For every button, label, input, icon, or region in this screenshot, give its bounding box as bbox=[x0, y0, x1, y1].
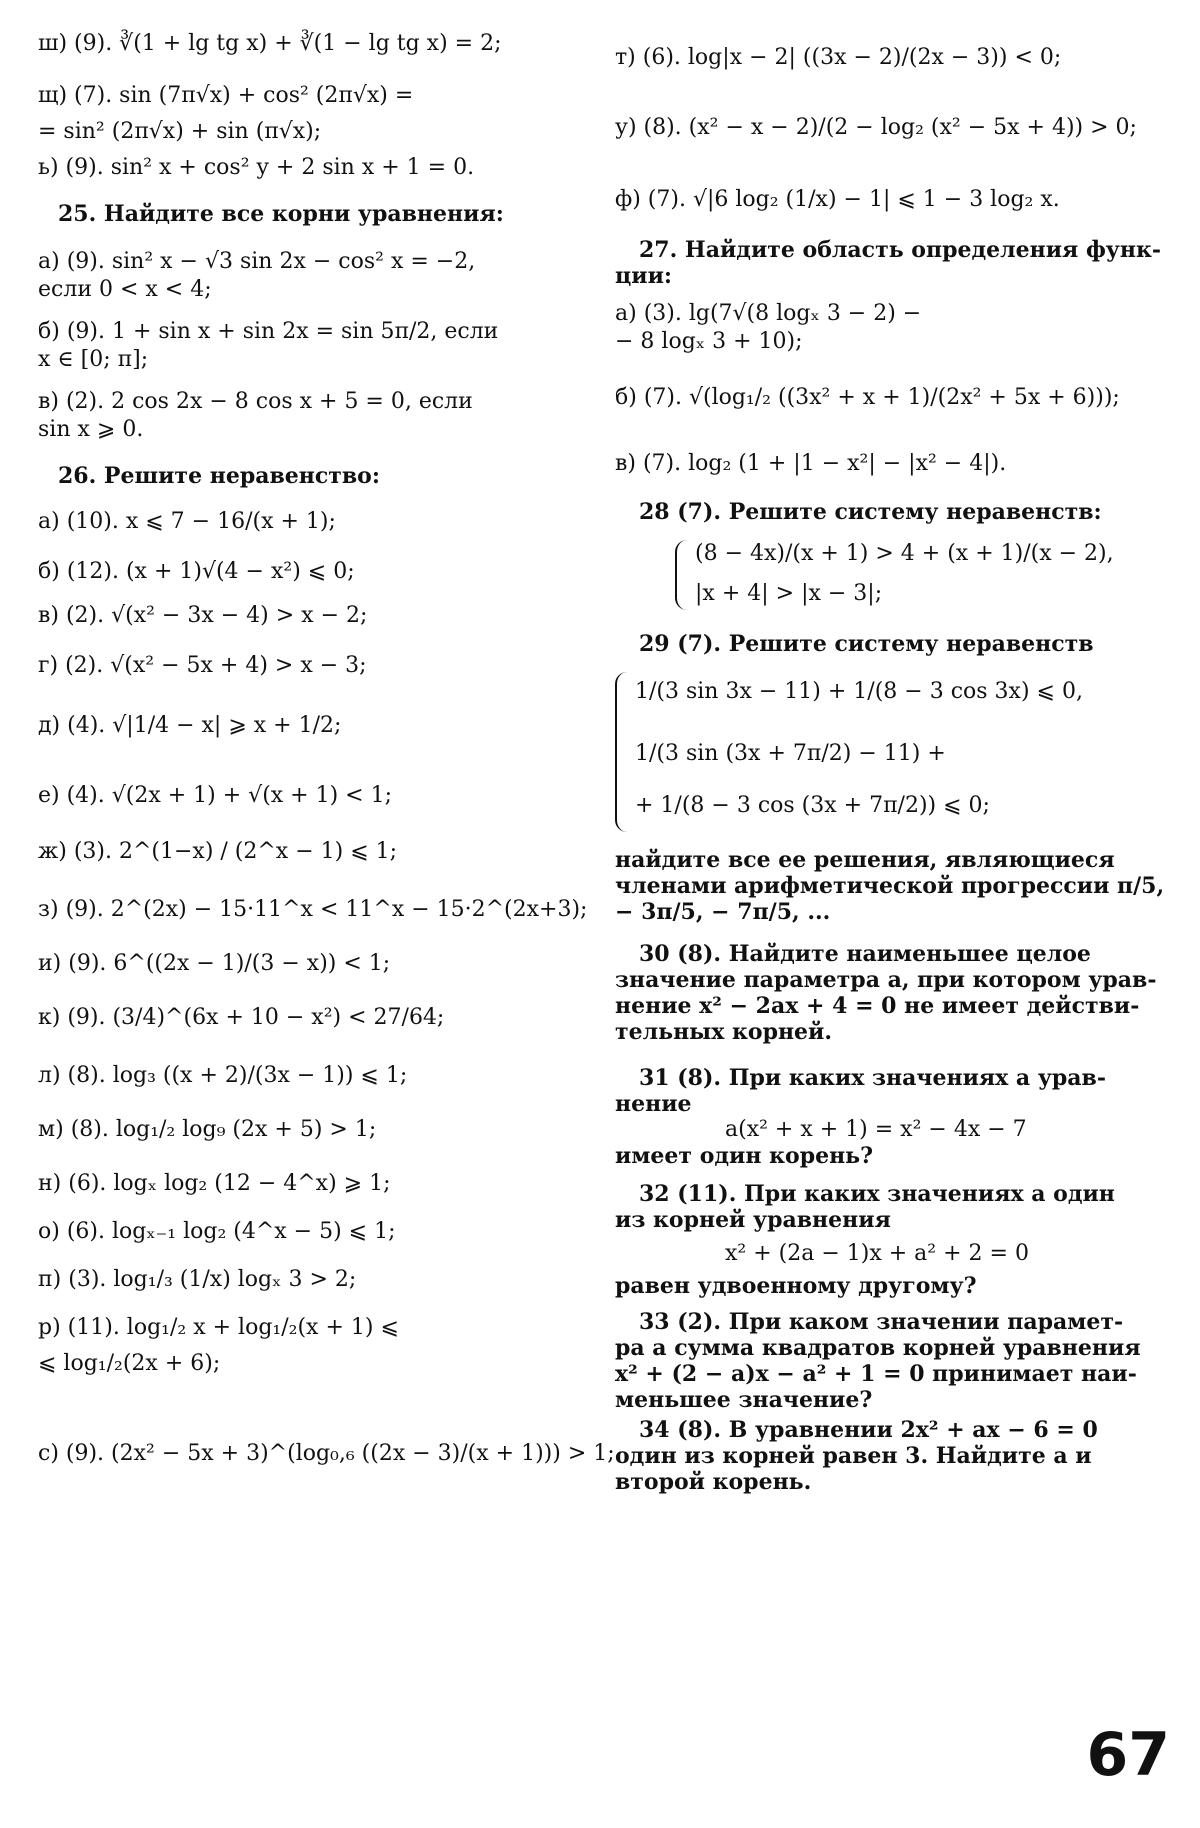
paragraph-line: имеет один корень? bbox=[615, 1143, 873, 1169]
system-line: |x + 4| > |x − 3|; bbox=[695, 581, 883, 606]
problem-line: ⩽ log₁/₂(2x + 6); bbox=[38, 1351, 221, 1376]
paragraph-line: 31 (8). При каких значениях a урав- bbox=[639, 1065, 1106, 1091]
problem-line: а) (9). sin² x − √3 sin 2x − cos² x = −2, bbox=[38, 249, 476, 274]
problem-line: е) (4). √(2x + 1) + √(x + 1) < 1; bbox=[38, 783, 393, 808]
problem-line: щ) (7). sin (7π√x) + cos² (2π√x) = bbox=[38, 83, 414, 108]
problem-line: а) (3). lg(7√(8 logₓ 3 − 2) − bbox=[615, 301, 922, 326]
problem-line: а) (10). x ⩽ 7 − 16/(x + 1); bbox=[38, 509, 336, 534]
paragraph-line: 33 (2). При каком значении парамет- bbox=[639, 1309, 1124, 1335]
section-heading: 27. Найдите область определения функ- bbox=[639, 237, 1161, 263]
paragraph-line: второй корень. bbox=[615, 1469, 812, 1495]
problem-line: и) (9). 6^((2x − 1)/(3 − x)) < 1; bbox=[38, 951, 391, 976]
problem-line: п) (3). log₁/₃ (1/x) logₓ 3 > 2; bbox=[38, 1267, 357, 1292]
problem-line: р) (11). log₁/₂ x + log₁/₂(x + 1) ⩽ bbox=[38, 1315, 399, 1340]
problem-line: н) (6). logₓ log₂ (12 − 4^x) ⩾ 1; bbox=[38, 1171, 391, 1196]
section-heading: 29 (7). Решите систему неравенств bbox=[639, 631, 1094, 657]
paragraph-line: нение x² − 2ax + 4 = 0 не имеет действи- bbox=[615, 993, 1140, 1019]
paragraph-line: равен удвоенному другому? bbox=[615, 1273, 977, 1299]
problem-line: с) (9). (2x² − 5x + 3)^(log₀,₆ ((2x − 3)/(x + 1))) > 1; bbox=[38, 1441, 615, 1466]
paragraph-line: 34 (8). В уравнении 2x² + ax − 6 = 0 bbox=[639, 1417, 1098, 1443]
problem-line: л) (8). log₃ ((x + 2)/(3x − 1)) ⩽ 1; bbox=[38, 1063, 408, 1088]
problem-line: б) (9). 1 + sin x + sin 2x = sin 5π/2, если bbox=[38, 319, 499, 344]
paragraph-line: тельных корней. bbox=[615, 1019, 833, 1045]
problem-line: б) (7). √(log₁/₂ ((3x² + x + 1)/(2x² + 5x + 6))); bbox=[615, 385, 1120, 410]
problem-line: x ∈ [0; π]; bbox=[38, 347, 149, 372]
system-line: 1/(3 sin (3x + 7π/2) − 11) + bbox=[635, 741, 946, 766]
paragraph-line: − 3π/5, − 7π/5, ... bbox=[615, 899, 831, 925]
problem-line: − 8 logₓ 3 + 10); bbox=[615, 329, 803, 354]
problem-line: г) (2). √(x² − 5x + 4) > x − 3; bbox=[38, 653, 367, 678]
paragraph-line: 32 (11). При каких значениях a один bbox=[639, 1181, 1115, 1207]
section-heading: 26. Решите неравенство: bbox=[58, 463, 380, 489]
section-heading: 25. Найдите все корни уравнения: bbox=[58, 201, 504, 227]
equation-line: a(x² + x + 1) = x² − 4x − 7 bbox=[725, 1117, 1027, 1142]
system-line: 1/(3 sin 3x − 11) + 1/(8 − 3 cos 3x) ⩽ 0, bbox=[635, 679, 1083, 704]
problem-line: з) (9). 2^(2x) − 15·11^x < 11^x − 15·2^(2x+3); bbox=[38, 897, 588, 922]
problem-line: б) (12). (x + 1)√(4 − x²) ⩽ 0; bbox=[38, 559, 355, 584]
paragraph-line: x² + (2 − a)x − a² + 1 = 0 принимает наи- bbox=[615, 1361, 1137, 1387]
paragraph-line: меньшее значение? bbox=[615, 1387, 873, 1413]
problem-line: т) (6). log|x − 2| ((3x − 2)/(2x − 3)) < 0; bbox=[615, 45, 1062, 70]
paragraph-line: нение bbox=[615, 1091, 692, 1117]
paragraph-line: найдите все ее решения, являющиеся bbox=[615, 847, 1115, 873]
paragraph-line: один из корней равен 3. Найдите a и bbox=[615, 1443, 1092, 1469]
paragraph-line: значение параметра a, при котором урав- bbox=[615, 967, 1157, 993]
problem-line: к) (9). (3/4)^(6x + 10 − x²) < 27/64; bbox=[38, 1005, 445, 1030]
problem-line: ь) (9). sin² x + cos² y + 2 sin x + 1 = 0. bbox=[38, 155, 475, 180]
section-heading: 28 (7). Решите систему неравенств: bbox=[639, 499, 1102, 525]
problem-line: у) (8). (x² − x − 2)/(2 − log₂ (x² − 5x + 4)) > 0; bbox=[615, 115, 1137, 140]
problem-line: м) (8). log₁/₂ log₉ (2x + 5) > 1; bbox=[38, 1117, 377, 1142]
problem-line: д) (4). √|1/4 − x| ⩾ x + 1/2; bbox=[38, 713, 342, 738]
page-number: 67 bbox=[1086, 1720, 1170, 1790]
problem-line: = sin² (2π√x) + sin (π√x); bbox=[38, 119, 322, 144]
problem-line: ф) (7). √|6 log₂ (1/x) − 1| ⩽ 1 − 3 log₂ x. bbox=[615, 187, 1060, 212]
problem-line: в) (2). 2 cos 2x − 8 cos x + 5 = 0, если bbox=[38, 389, 473, 414]
problem-line: в) (2). √(x² − 3x − 4) > x − 2; bbox=[38, 603, 368, 628]
system-brace bbox=[615, 672, 631, 832]
paragraph-line: 30 (8). Найдите наименьшее целое bbox=[639, 941, 1091, 967]
problem-line: в) (7). log₂ (1 + |1 − x²| − |x² − 4|). bbox=[615, 451, 1007, 476]
paragraph-line: членами арифметической прогрессии π/5, bbox=[615, 873, 1165, 899]
problem-line: sin x ⩾ 0. bbox=[38, 417, 144, 442]
problem-line: если 0 < x < 4; bbox=[38, 277, 212, 302]
equation-line: x² + (2a − 1)x + a² + 2 = 0 bbox=[725, 1241, 1029, 1266]
system-line: (8 − 4x)/(x + 1) > 4 + (x + 1)/(x − 2), bbox=[695, 541, 1114, 566]
problem-line: ж) (3). 2^(1−x) / (2^x − 1) ⩽ 1; bbox=[38, 839, 398, 864]
system-brace bbox=[675, 540, 691, 610]
problem-line: о) (6). logₓ₋₁ log₂ (4^x − 5) ⩽ 1; bbox=[38, 1219, 396, 1244]
section-heading: ции: bbox=[615, 263, 673, 289]
system-line: + 1/(8 − 3 cos (3x + 7π/2)) ⩽ 0; bbox=[635, 793, 990, 818]
problem-line: ш) (9). ∛(1 + lg tg x) + ∛(1 − lg tg x) = 2; bbox=[38, 31, 502, 56]
paragraph-line: ра a сумма квадратов корней уравнения bbox=[615, 1335, 1141, 1361]
paragraph-line: из корней уравнения bbox=[615, 1207, 891, 1233]
